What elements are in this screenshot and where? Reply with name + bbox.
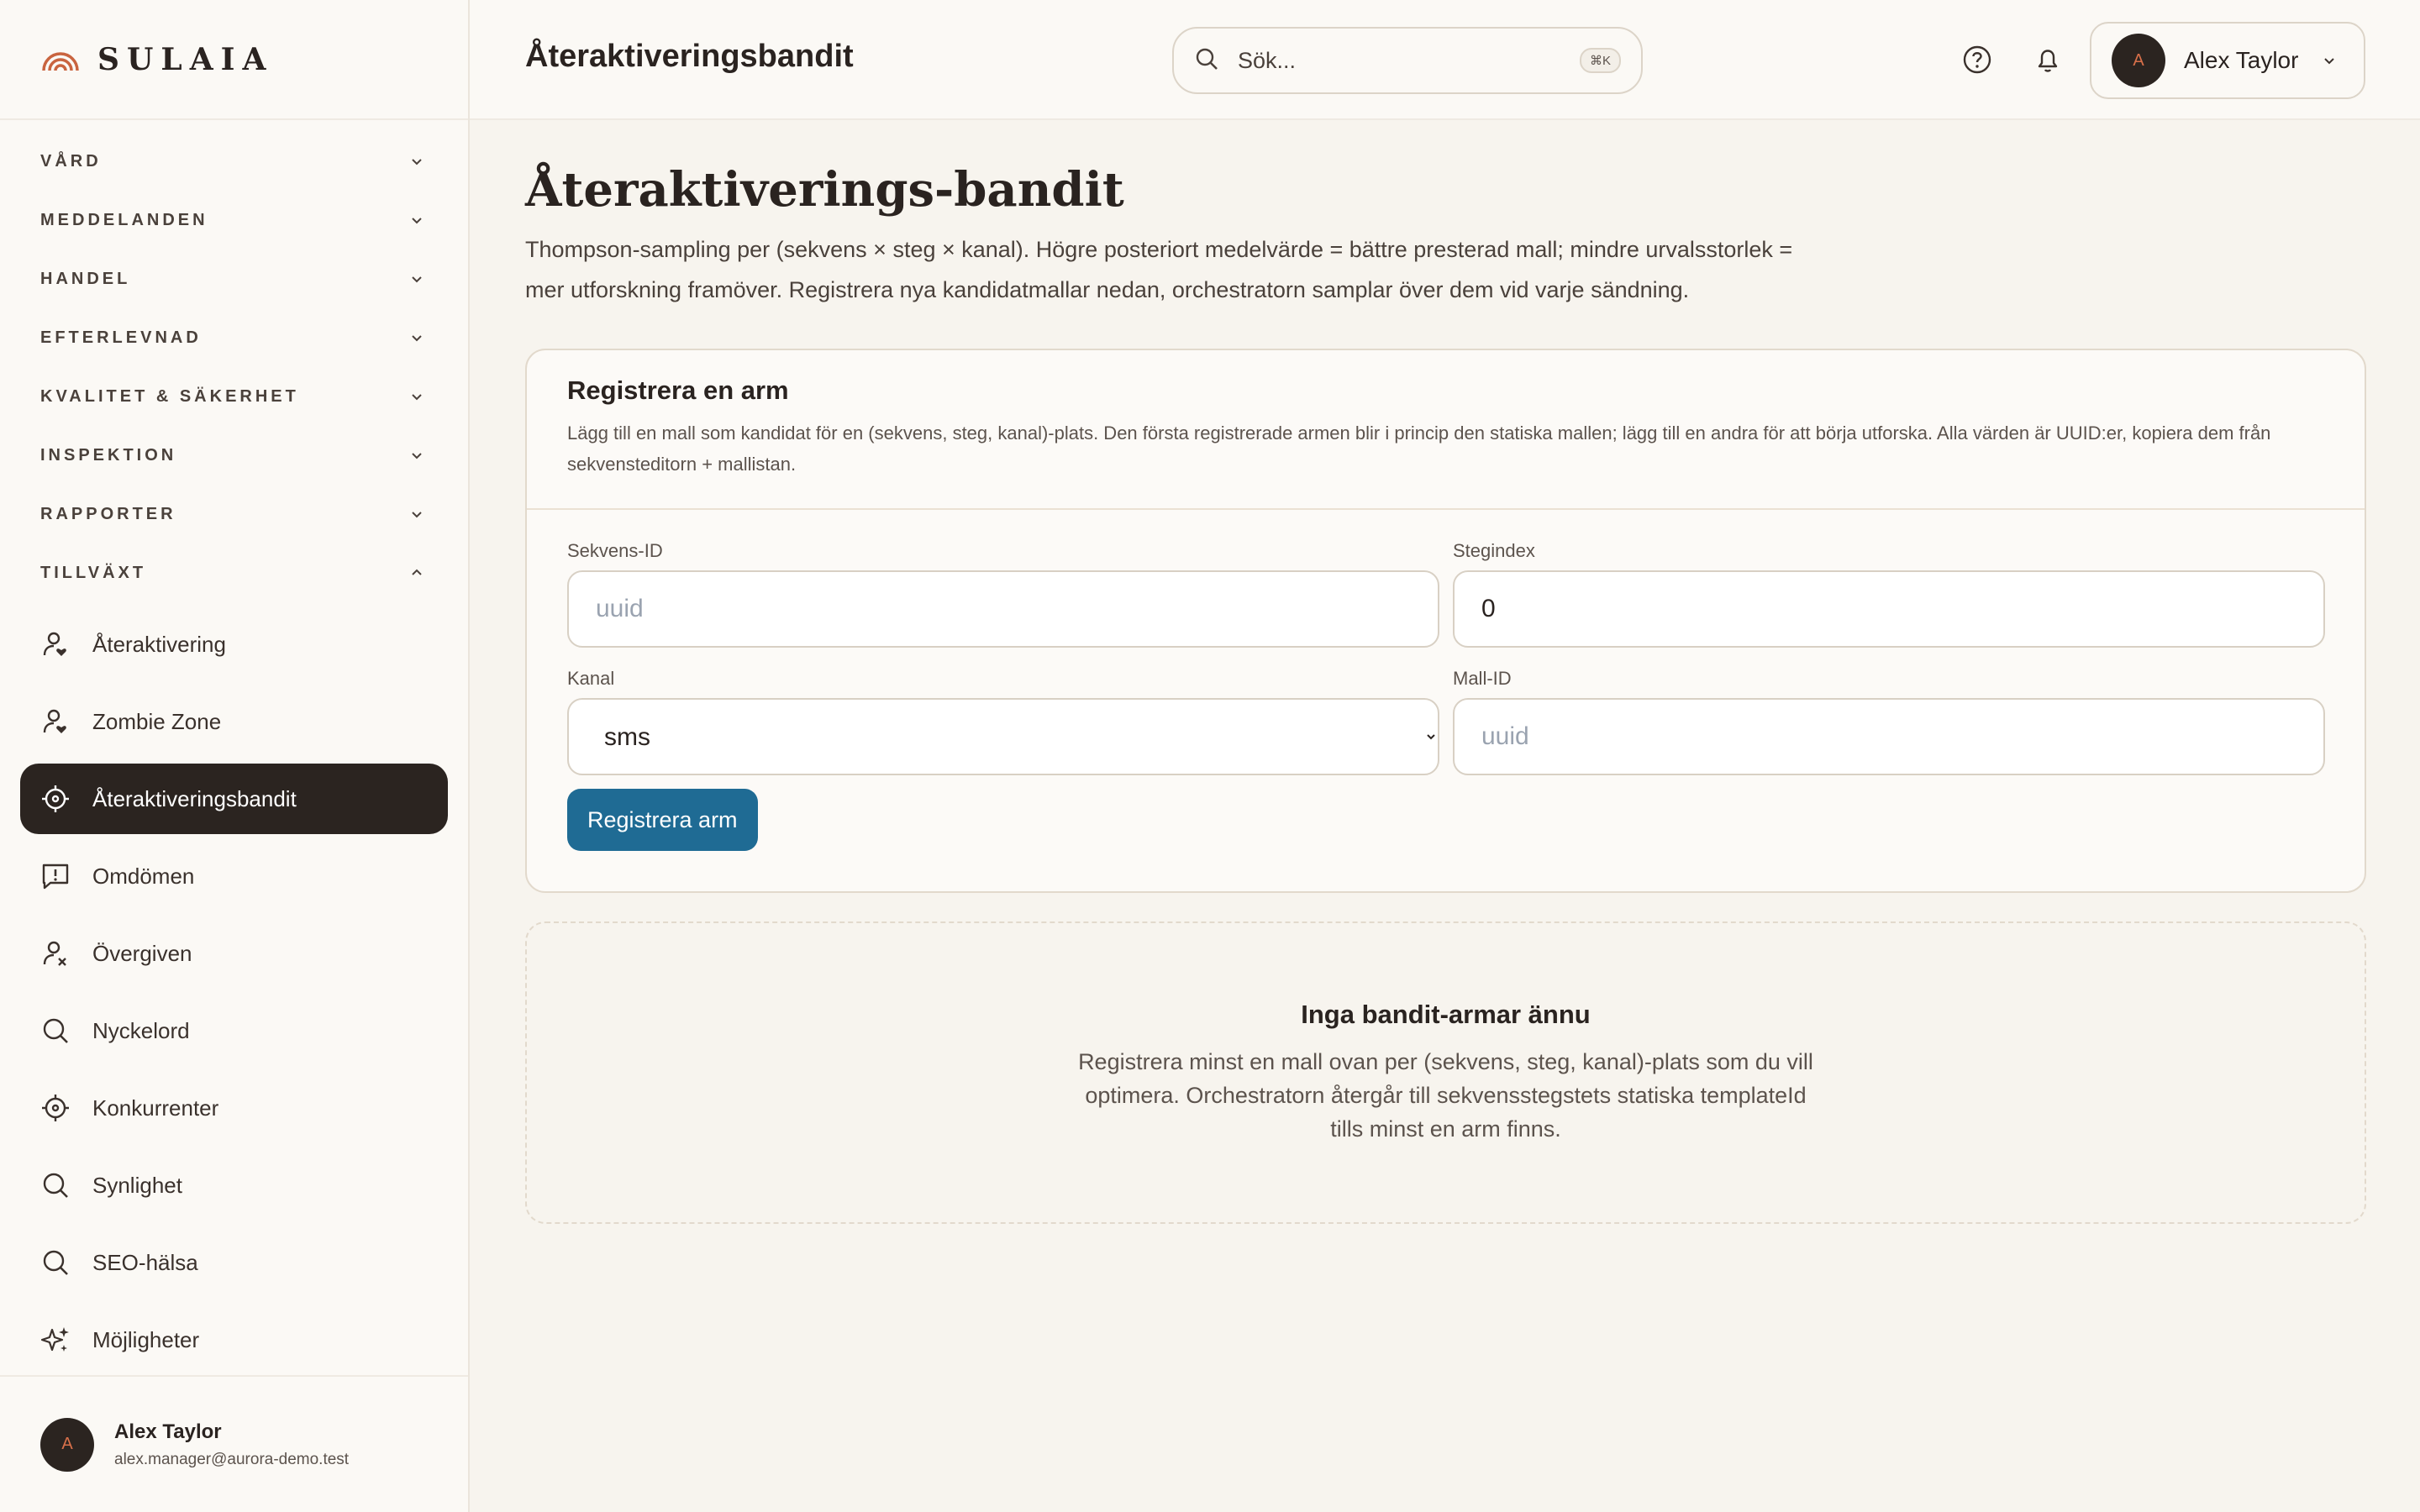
shortcut-hint: ⌘K: [1580, 48, 1621, 73]
chevron-down-icon: [409, 154, 424, 169]
nav-group-label: RAPPORTER: [40, 504, 176, 523]
sidebar-user-card[interactable]: [0, 1375, 468, 1512]
chevron-down-icon: [409, 389, 424, 404]
sequence-id-input[interactable]: [567, 570, 1439, 648]
nav-group-label: INSPEKTION: [40, 445, 177, 465]
card-body: [527, 510, 2365, 891]
brand-name: SULAIA: [97, 41, 274, 77]
nav-group-label: TILLVÄXT: [40, 563, 147, 582]
chevron-down-icon: [409, 213, 424, 228]
sidebar-item-label: Återaktiveringsbandit: [92, 785, 297, 811]
nav-group-label: VÅRD: [40, 151, 102, 171]
channel-label: Kanal: [567, 668, 615, 689]
sidebar-item-label: Återaktivering: [92, 631, 226, 657]
sequence-label: Sekvens-ID: [567, 540, 663, 561]
nav-group-label: MEDDELANDEN: [40, 210, 208, 229]
sidebar-item-ateraktiveringsbandit[interactable]: [20, 764, 448, 834]
sidebar-item-nyckelord[interactable]: [20, 995, 448, 1066]
search-box[interactable]: [1172, 27, 1643, 94]
nav-group-inspektion[interactable]: [0, 426, 468, 485]
channel-field: [567, 668, 1439, 775]
sidebar: [0, 0, 470, 1512]
sidebar-item-label: SEO-hälsa: [92, 1249, 198, 1275]
sequence-field: [567, 540, 1439, 648]
sidebar-item-omdomen[interactable]: [20, 841, 448, 911]
nav-group-kvalitet[interactable]: [0, 367, 468, 426]
search-icon: [40, 1247, 71, 1278]
form-grid: [567, 540, 2324, 775]
template-id-input[interactable]: [1453, 698, 2325, 775]
sidebar-item-synlighet[interactable]: [20, 1150, 448, 1221]
user-heart-icon: [40, 629, 71, 659]
step-label: Stegindex: [1453, 540, 1535, 561]
user-info: [114, 1420, 349, 1469]
main-content: [525, 120, 2366, 1224]
search-icon: [40, 1170, 71, 1200]
crosshair-icon: [40, 784, 71, 814]
header-title: Återaktiveringsbandit: [525, 39, 854, 74]
card-header: [527, 350, 2365, 510]
chevron-down-icon: [409, 448, 424, 463]
sparkles-icon: [40, 1325, 71, 1355]
user-menu-name: Alex Taylor: [2184, 47, 2299, 73]
chevron-down-icon: [2322, 53, 2337, 68]
register-arm-card: [525, 349, 2366, 893]
sidebar-item-label: Möjligheter: [92, 1326, 200, 1352]
avatar: A: [2112, 34, 2165, 87]
sidebar-item-label: Synlighet: [92, 1172, 182, 1198]
nav-group-label: KVALITET & SÄKERHET: [40, 386, 299, 406]
chevron-up-icon: [409, 565, 424, 580]
search-icon: [40, 1016, 71, 1046]
sidebar-item-ateraktivering[interactable]: [20, 609, 448, 680]
sidebar-item-overgiven[interactable]: [20, 918, 448, 989]
user-x-icon: [40, 938, 71, 969]
nav-group-tillvaxt[interactable]: [0, 543, 468, 602]
nav-group-efterlevnad[interactable]: [0, 308, 468, 367]
search-input[interactable]: [1238, 48, 1580, 74]
step-index-input[interactable]: [1453, 570, 2325, 648]
user-email: alex.manager@aurora-demo.test: [114, 1450, 350, 1468]
chevron-down-icon: [409, 330, 424, 345]
sidebar-item-zombie-zone[interactable]: [20, 686, 448, 757]
sidebar-nav: [0, 120, 468, 1375]
template-field: [1453, 668, 2325, 775]
register-arm-button[interactable]: Registrera arm: [567, 789, 758, 851]
sidebar-item-mojligheter[interactable]: [20, 1305, 448, 1375]
sidebar-item-label: Omdömen: [92, 863, 195, 889]
user-menu[interactable]: [2090, 22, 2365, 99]
bell-icon[interactable]: [2032, 44, 2064, 76]
avatar: A: [40, 1418, 94, 1472]
channel-select[interactable]: [567, 698, 1439, 775]
sidebar-item-label: Övergiven: [92, 940, 192, 966]
sidebar-item-seo-halsa[interactable]: [20, 1227, 448, 1298]
brand[interactable]: [0, 0, 468, 120]
crosshair-icon: [40, 1093, 71, 1123]
chevron-down-icon: [409, 507, 424, 522]
chevron-down-icon: [409, 271, 424, 286]
card-subtitle: Lägg till en mall som kandidat för en (sekvens, steg, kanal)-plats. Den första registrerade armen blir i princip den statiska mallen; lägg till en andra för att börja utforska. Alla värden är UUID:er, kopiera dem från sekvensteditorn + mallistan.: [567, 423, 2271, 475]
user-heart-icon: [40, 706, 71, 737]
step-field: [1453, 540, 2325, 648]
nav-group-vard[interactable]: [0, 132, 468, 191]
empty-state-title: Inga bandit-armar ännu: [1301, 1000, 1591, 1029]
sidebar-item-label: Nyckelord: [92, 1017, 190, 1043]
top-header: [470, 0, 2420, 120]
message-alert-icon: [40, 861, 71, 891]
nav-group-label: EFTERLEVNAD: [40, 328, 202, 347]
sidebar-item-label: Zombie Zone: [92, 708, 222, 734]
page-description: Thompson-sampling per (sekvens × steg × kanal). Högre posteriort medelvärde = bättre presterad mall; mindre urvalsstorlek = mer utforskning framöver. Registrera nya kandidatmallar nedan, orchestratorn samplar över dem vid varje sändning.: [525, 237, 1793, 302]
sidebar-item-label: Konkurrenter: [92, 1095, 219, 1121]
nav-group-rapporter[interactable]: [0, 485, 468, 543]
rainbow-logo-icon: [40, 47, 81, 72]
card-title: Registrera en arm: [567, 375, 789, 405]
page-title: Återaktiverings-bandit: [525, 162, 1124, 218]
nav-group-label: HANDEL: [40, 269, 131, 288]
sidebar-item-konkurrenter[interactable]: [20, 1073, 448, 1143]
user-name: Alex Taylor: [114, 1420, 222, 1443]
empty-state-text: Registrera minst en mall ovan per (sekvens, steg, kanal)-plats som du vill optimera. Orchestratorn återgår till sekvensstegstets statiska templateId tills minst en arm finns.: [1078, 1049, 1813, 1142]
nav-group-handel[interactable]: [0, 249, 468, 308]
help-icon[interactable]: [1961, 44, 1993, 76]
nav-group-meddelanden[interactable]: [0, 191, 468, 249]
empty-state: [525, 921, 2366, 1224]
search-icon: [1194, 46, 1219, 76]
template-label: Mall-ID: [1453, 668, 1512, 689]
